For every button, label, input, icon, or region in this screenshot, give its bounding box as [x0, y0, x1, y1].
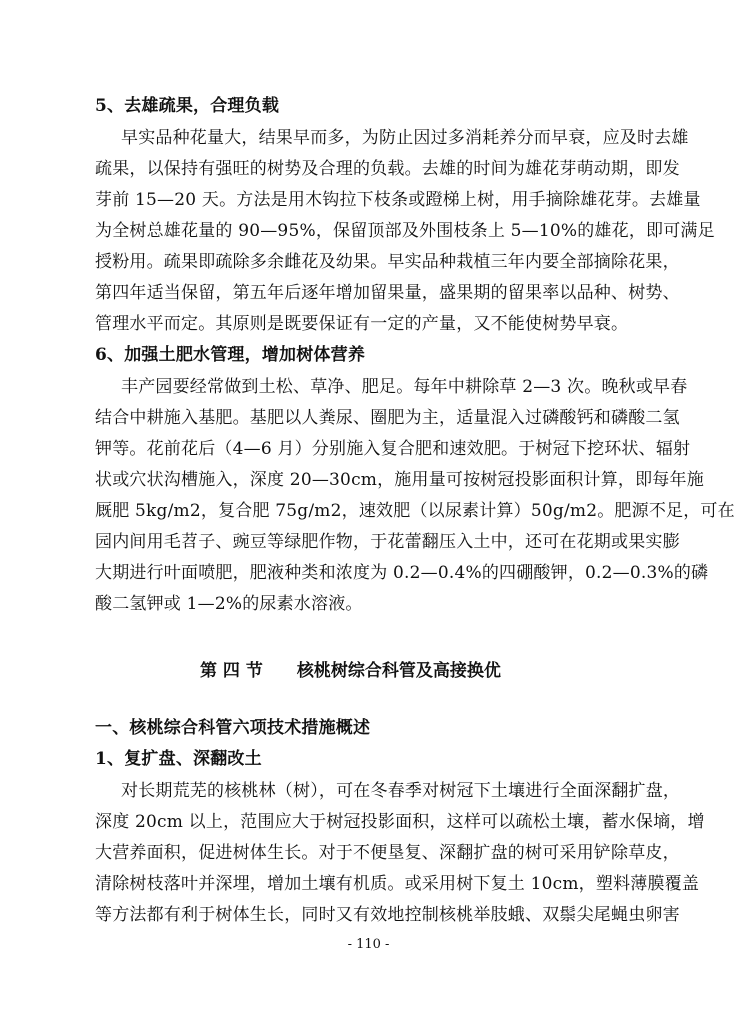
paragraph-line: 深度 20cm 以上，范围应大于树冠投影面积，这样可以疏松土壤，蓄水保墒，增 [95, 812, 705, 832]
paragraph-line: 授粉用。疏果即疏除多余雌花及幼果。早实品种栽植三年内要全部摘除花果， [95, 252, 680, 272]
paragraph-line: 状或穴状沟槽施入，深度 20—30cm，施用量可按树冠投影面积计算，即每年施 [95, 470, 704, 490]
paragraph-line: 芽前 15—20 天。方法是用木钩拉下枝条或蹬梯上树，用手摘除雄花芽。去雄量 [95, 190, 701, 210]
paragraph-line: 疏果，以保持有强旺的树势及合理的负载。去雄的时间为雄花芽萌动期，即发 [95, 159, 680, 179]
paragraph-line: 对长期荒芜的核桃林（树），可在冬春季对树冠下土壤进行全面深翻扩盘， [121, 781, 681, 801]
paragraph-line: 丰产园要经常做到土松、草净、肥足。每年中耕除草 2—3 次。晚秋或早春 [121, 377, 688, 397]
paragraph-line: 大营养面积，促进树体生长。对于不便垦复、深翻扩盘的树可采用铲除草皮， [95, 843, 680, 863]
heading-section-1: 一、核桃综合科管六项技术措施概述 [95, 718, 371, 738]
paragraph-line: 等方法都有利于树体生长，同时又有效地控制核桃举肢蛾、双鬃尖尾蝇虫卵害 [95, 905, 680, 925]
subheading-5: 5、去雄疏果，合理负载 [95, 96, 280, 116]
paragraph-line: 结合中耕施入基肥。基肥以人粪尿、圈肥为主，适量混入过磷酸钙和磷酸二氢 [95, 408, 680, 428]
subheading-6: 6、加强土肥水管理，增加树体营养 [95, 345, 366, 365]
paragraph-line: 第四年适当保留，第五年后逐年增加留果量，盛果期的留果率以品种、树势、 [95, 283, 680, 303]
paragraph-line: 为全树总雄花量的 90—95%，保留顶部及外围枝条上 5—10%的雄花，即可满足 [95, 221, 715, 241]
paragraph-line: 早实品种花量大，结果早而多，为防止因过多消耗养分而早衰，应及时去雄 [121, 128, 689, 148]
paragraph-line: 厩肥 5kg/m2，复合肥 75g/m2，速效肥（以尿素计算）50g/m2。肥源不足，可在 [95, 501, 735, 521]
paragraph-line: 酸二氢钾或 1—2%的尿素水溶液。 [95, 594, 363, 614]
subheading-1: 1、复扩盘、深翻改土 [95, 749, 262, 769]
paragraph-line: 钾等。花前花后（4—6 月）分别施入复合肥和速效肥。于树冠下挖环状、辐射 [95, 439, 691, 459]
section-title: 第 四 节 核桃树综合科管及高接换优 [200, 661, 501, 681]
paragraph-line: 管理水平而定。其原则是既要保证有一定的产量，又不能使树势早衰。 [95, 314, 629, 334]
paragraph-line: 清除树枝落叶并深埋，增加土壤有机质。或采用树下复土 10cm，塑料薄膜覆盖 [95, 874, 700, 894]
page-number: - 110 - [347, 937, 390, 952]
paragraph-line: 园内间用毛苕子、豌豆等绿肥作物，于花蕾翻压入土中，还可在花期或果实膨 [95, 532, 680, 552]
paragraph-line: 大期进行叶面喷肥，肥液种类和浓度为 0.2—0.4%的四硼酸钾，0.2—0.3%的磷 [95, 563, 709, 583]
